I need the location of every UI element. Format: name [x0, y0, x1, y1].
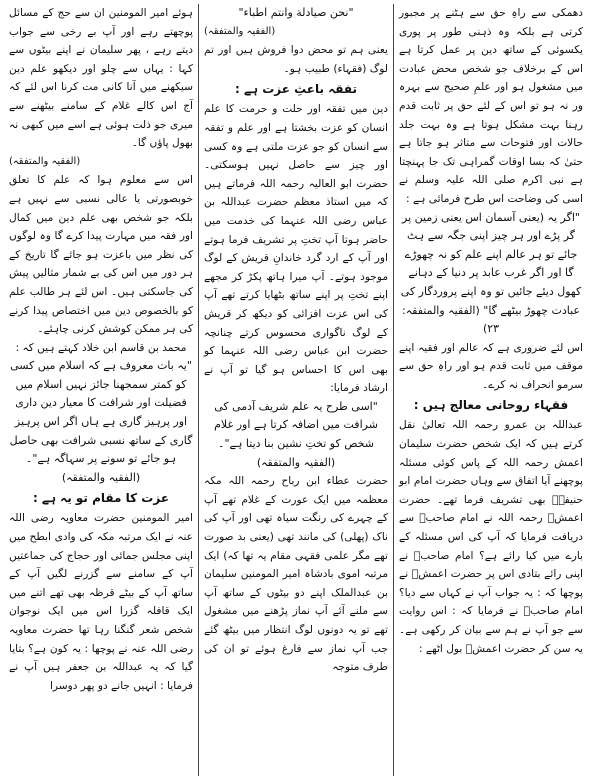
- quote: "نحن صیادلة وانتم اطباء": [238, 6, 354, 19]
- quote: "اسی طرح یہ علم شریف آدمی کی شرافت میں اضافہ کرتا ہے اور غلام شخص کو تختِ نشین بنا دیتا ہے"۔ (الفقیہ والمتفقہ): [214, 399, 378, 469]
- column-divider: [393, 4, 394, 776]
- section-heading: تفقہ باعثِ عزت ہے :: [234, 82, 357, 97]
- paragraph: دین میں تفقہ اور حلت و حرمت کا علم انسان کو عزت بخشتا ہے اور علم و تفقہ سے انسان کو جو عزت ملتی ہے وہ کسی اور چیز سے حاصل نہیں ہوسکتی۔ حضرت ابو العالیہ رحمہ اللہ فرماتے ہیں کہ میں استاذ معظم حضرت عبداللہ بن عباس رضی اللہ عنہما کی خدمت میں حاضر ہوتا آپ تختِ پر تشریف فرما ہوتے اور آپ کے ارد گرد خاندانِ قریش کے لوگ موجود ہوتے۔ آپ میرا ہاتھ پکڑ کر مجھے اپنے تختِ پر اپنے ساتھ بٹھایا کرتے تھے آپ کی اس عزت افزائی کو دیکھ کر قریش کے لوگ ناگواری محسوس کرتے چنانچہ حضرت ابن عباس رضی اللہ عنہما کو بھی اس کا احساس ہو گیا تو آپ نے ارشاد فرمایا:: [204, 103, 388, 395]
- paragraph: دھمکی سے راہِ حق سے ہٹنے پر مجبور کرتی ہے بلکہ وہ ذہنی طور پر پوری یکسوئی کے ساتھ دین پر عمل کرتا ہے اس کے برخلاف جو شخص محض عبادت میں مشغول ہو اور علمِ صحیح سے بہرہ ور نہ ہو تو اس کے لئے حق پر ثابت قدم رہنا بہت مشکل ہوتا ہے وہ بہت جلد حالات اور فتوحات سے متاثر ہو جاتا ہے حتیٰ کہ بسا اوقات گمراہی تک جا پہنچتا ہے نبی اکرم صلی اللہ علیہ وسلم نے اسی کی وضاحت اس طرح فرمائی ہے :: [399, 7, 583, 205]
- paragraph: اس سے معلوم ہوا کہ علم کا تعلق خوبصورتی یا عالی نسبی سے نہیں ہے بلکہ جو شخص بھی علم دین میں کمال اور فقہ میں مہارت پیدا کرے گا وہ لوگوں کی نظر میں باعزت ہو جائے گا تاریخ کے ہر دور میں اس کی بے شمار مثالیں پیش کی جاسکتی ہیں۔ اس لئے ہر طالب علم کو بالخصوص دین میں اختصاص پیدا کرنے کی ہر ممکن کوشش کرنی چاہئے۔: [9, 174, 193, 336]
- hadith-quote: "اگر یہ (یعنی آسمان اس یعنی زمین پر گر پڑے اور ہر چیز اپنی جگہ سے ہٹ جائے تو ہر عالم اپنے علم کو نہ چھوڑے گا اور اگر غرب عابد پر دنیا کے دہانے کھول دیئے جائیں تو وہ اپنے پروردگار کی عبادت چھوڑ بیٹھے گا" (الفقیہ والمتفقہ: ۲۳): [400, 210, 582, 336]
- reference: (الفقیہ والمتفقہ): [204, 25, 276, 37]
- column-right: [396, 4, 586, 776]
- quote: "یہ بات معروف ہے کہ اسلام میں کسی کو کمتر سمجھنا جائز نہیں اسلام میں فضیلت اور شرافت کا معیار دین داری اور پرہیز گاری ہے ہاں اگر اس پرہیز گاری کے ساتھ نسبی شرافت بھی حاصل ہو جائے تو سونے پر سہاگہ ہے"۔ (الفقیہ والمتفقہ): [9, 359, 193, 484]
- paragraph: یعنی ہم تو محض دوا فروش ہیں اور تم لوگ (فقہاء) طبیب ہو۔: [204, 44, 388, 75]
- column-middle: [201, 4, 391, 776]
- reference: (الفقیہ والمتفقہ): [9, 155, 81, 167]
- section-heading: فقہاء روحانی معالج ہیں :: [413, 398, 569, 413]
- paragraph: امیر المومنین حضرت معاویہ رضی اللہ عنہ نے ایک مرتبہ مکہ کی وادی ابطح میں اپنی مجلس جمائی اور حجاج کی جماعتیں آپ کے سامنے سے گزرنے لگیں آپ کے ساتھ آپ کے بیٹے قرظہ بھی تھے اتنے میں ایک قافلہ گزرا اس میں ایک نوجوان شخص شعر گنگنا رہا تھا حضرت معاویہ رضی اللہ عنہ نے پوچھا : یہ کون ہے؟ بتایا گیا کہ یہ عبداللہ بن جعفر ہیں آپ نے فرمایا : انہیں جانے دو پھر دوسرا: [9, 512, 193, 692]
- column-left: [6, 4, 196, 776]
- paragraph: ہوئے امیر المومنین ان سے حج کے مسائل پوچھتے رہے اور آپ بے رخی سے جواب دیتے رہے ، پھر سلیمان نے اپنے بیٹوں سے کہا : یہاں سے چلو اور دیکھو علم دین سیکھنے میں آنا کانی مت کرنا اس لئے کہ آج اس کالے غلام کے سامنے بیٹھنے سے میری جو ذلت ہوئی ہے اسے میں کبھی نہ بھول پاؤں گا۔: [9, 7, 193, 150]
- paragraph: عبداللہ بن عمرو رحمہ اللہ تعالیٰ نقل کرتے ہیں کہ ایک شخص حضرت سلیمان اعمش رحمہ اللہ کے پاس کوئی مسئلہ پوچھنے آیا اتفاق سے وہاں حضرت امام ابو حنیفہؒ بھی تشریف فرما تھے۔ حضرت اعمشؒ رحمہ اللہ نے امام صاحبؒ سے دریافت فرمایا کہ آپ کی اس مسئلہ کے بارے میں کیا رائے ہے؟ امام صاحبؒ نے اپنی رائے بتادی اس پر حضرت اعمشؒ نے پوچھا کہ : یہ جواب آپ نے کہاں سے دیا؟ امام صاحبؒ نے فرمایا کہ : اس روایت سے جو آپ نے ہم سے بیان کر رکھی ہے۔ یہ سن کر حضرت اعمشؒ بول اٹھے :: [399, 419, 583, 655]
- column-divider: [198, 4, 199, 776]
- attribution: محمد بن قاسم ابن خلاد کہتے ہیں کہ :: [15, 341, 187, 354]
- paragraph: اس لئے ضروری ہے کہ عالم اور فقیہ اپنے موقف میں ثابت قدم ہو اور راہِ حق سے سرمو انحراف نہ کرے۔: [399, 341, 583, 391]
- paragraph: حضرت عطاء ابن رباح رحمہ اللہ مکہ معظمہ میں ایک عورت کے غلام تھے آپ کے چہرے کی رنگت سیاہ تھی اور آپ کی ناک (پھلی) کی مانند تھی (یعنی بد صورت تھے مگر علمی فقہی مقام یہ تھا کہ) ایک مرتبہ اموی بادشاہ امیر المومنین سلیمان بن عبدالملک اپنے دو بیٹوں کے ساتھ آپ سے ملنے آئے آپ نماز پڑھنے میں مشغول تھے تو یہ دونوں لوگ انتظار میں بیٹھ گئے جب آپ نماز سے فارغ ہوئے تو ان کی طرف متوجہ: [204, 475, 388, 674]
- section-heading: عزت کا مقام تو یہ ہے :: [32, 491, 170, 506]
